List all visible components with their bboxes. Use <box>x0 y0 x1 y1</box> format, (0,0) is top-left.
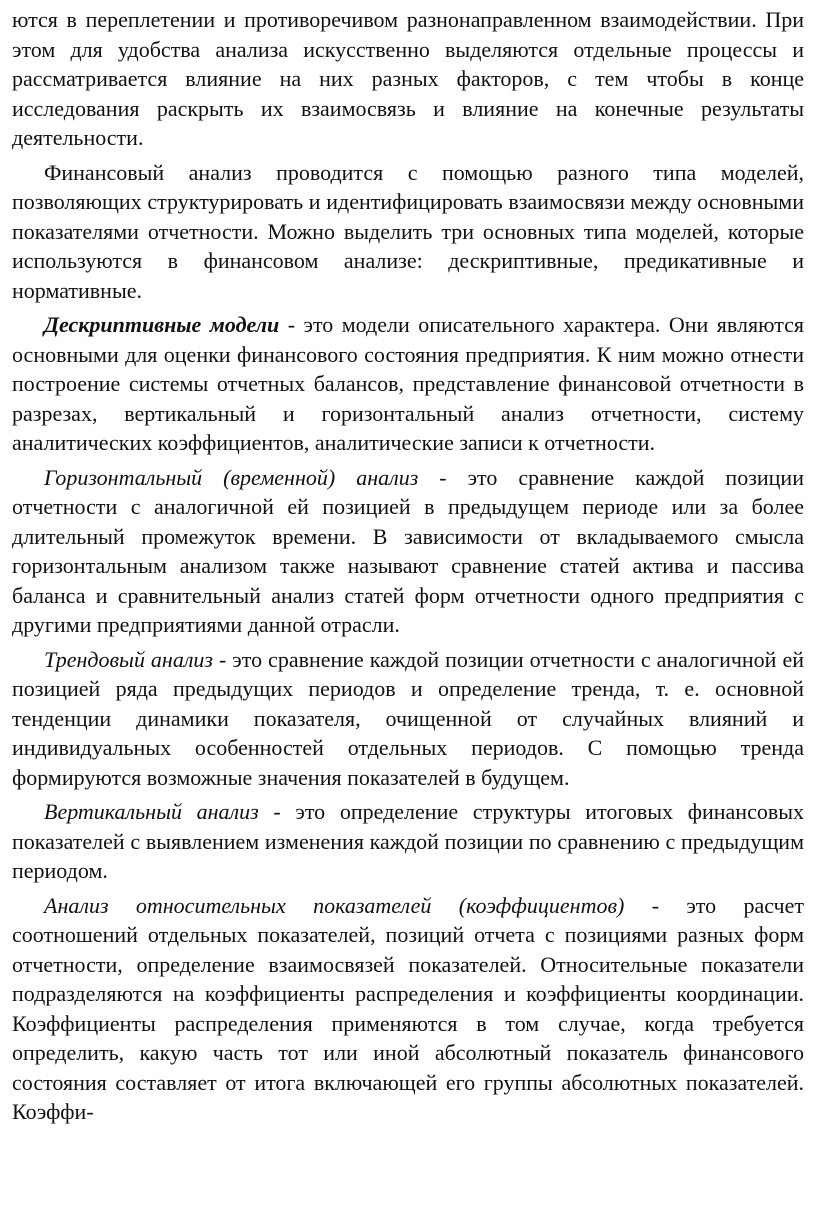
term-trend-analysis: Трендовый анализ <box>44 646 214 672</box>
document-page <box>12 5 804 1132</box>
paragraph-text: - это сравнение каждой позиции отчетности с аналогичной ей позицией в предыдущем периоде или за более длительный промежуток времени. В зависимости от вкладываемого смысла горизонтальным анализом также называют сравнение статей актива и пассива баланса и сравнительный анализ статей форм отчетности одного предприятия с другими предприятиями данной отрасли. <box>12 464 804 637</box>
term-vertical-analysis: Вертикальный анализ <box>44 799 259 824</box>
paragraph-trend-analysis <box>12 645 804 793</box>
paragraph-text: ются в переплетении и противоречивом разнонаправленном взаимодействии. При этом для удобства анализа искусственно выделяются отдельные процессы и рассматривается влияние на них разных факторов, с тем чтобы в конце исследования раскрыть их взаимосвязь и влияние на конечные результаты деятельности. <box>12 7 804 150</box>
term-ratio-analysis: Анализ относительных показателей (коэффициентов) <box>44 892 625 918</box>
paragraph-text: - это модели описательного характера. Они являются основными для оценки финансового состояния предприятия. К ним можно отнести построение системы отчетных балансов, представление финансовой отчетности в разрезах, вертикальный и горизонтальный анализ отчетности, систему аналитических коэффициентов, аналитические записи к отчетности. <box>12 312 805 455</box>
paragraph-text: - это сравнение каждой позиции отчетности с аналогичной ей позицией ряда предыдущих периодов и определение тренда, т. е. основной тенденции динамики показателя, очищенной от случайных влияний и индивидуальных особенностей отдельных периодов. С помощью тренда формируются возможные значения показателей в будущем. <box>12 646 804 790</box>
paragraph-vertical-analysis <box>12 797 804 886</box>
paragraph-text: - это расчет соотношений отдельных показателей, позиций отчета с позициями разных форм отчетности, определение взаимосвязей показателей. Относительные показатели подразделяются на коэффициенты распределения и коэффициенты координации. Коэффициенты распределения применяются в том случае, когда требуется определить, какую часть тот или иной абсолютный показатель финансового состояния составляет от итога включающей его группы абсолютных показателей. Коэффи- <box>12 892 804 1124</box>
paragraph-text: Финансовый анализ проводится с помощью разного типа моделей, позволяющих структурировать и идентифицировать взаимосвязи между основными показателями отчетности. Можно выделить три основных типа моделей, которые используются в финансовом анализе: дескриптивные, предикативные и нормативные. <box>12 159 804 303</box>
paragraph-ratio-analysis <box>12 891 804 1127</box>
paragraph-continuation <box>12 5 804 153</box>
paragraph-text: - это определение структуры итоговых финансовых показателей с выявлением изменения каждой позиции по сравнению с предыдущим периодом. <box>12 799 804 883</box>
paragraph-financial-analysis-models <box>12 158 804 306</box>
paragraph-descriptive-models <box>12 310 804 458</box>
paragraph-horizontal-analysis <box>12 463 804 640</box>
term-horizontal-analysis: Горизонтальный (временной) анализ <box>44 464 419 490</box>
term-descriptive-models: Дескриптивные модели <box>44 312 280 337</box>
